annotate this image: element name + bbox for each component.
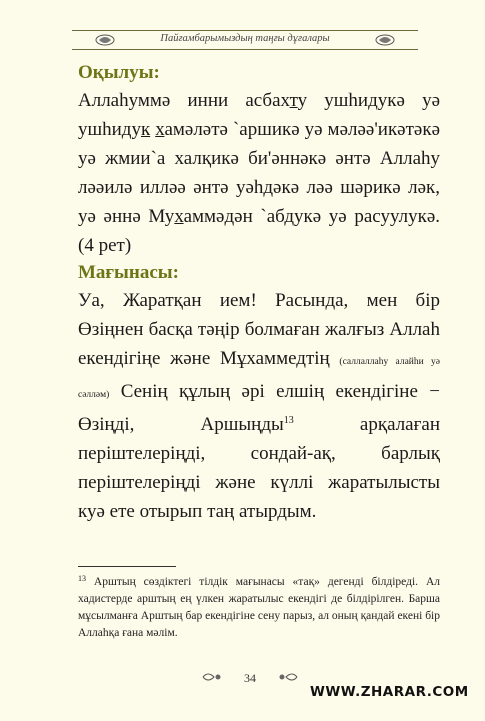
footnote-text: Арштың сөздіктегі тілдік мағынасы «тақ» дегенді білдіреді. Ал хадистерде арштың ең үлкен жаратылыс екендігі де білдірілген. Барша мұсылманға Арштың бар екендігіне сену парыз, ал оның қандай екені бір Аллаһқа ғана мәлім. (78, 576, 441, 639)
footnote-number: 13 (78, 574, 86, 583)
footnote-separator (78, 566, 176, 567)
page-ornament-right-icon (276, 671, 298, 683)
underlined-letter: х (155, 119, 165, 140)
text-run: амәләтә `аршикә уә мәләә'икәтәкә уә жмии`а халқикә би'әннәкә әнтә Аллаһу ләәилә илләә әнтә уәһдәкә ләә шәрикә ләк, уә әннә Му (78, 119, 441, 227)
running-header (60, 30, 430, 52)
transliteration-paragraph (78, 86, 440, 260)
page-footer (200, 669, 300, 685)
section-heading-reading: Оқылуы: (78, 62, 160, 83)
footnote-reference[interactable]: 13 (283, 415, 294, 426)
text-run: аммәдән `абдукә уә расуулукә. (4 рет) (78, 206, 441, 256)
header-ornament-right-icon (374, 33, 396, 47)
text-run: Уа, Жаратқан ием! Расында, мен бір Өзіңнен басқа тәңір болмаған жалғыз Аллаһ екендігіңе және Мұхаммедтің (78, 290, 440, 369)
underlined-letter: к (140, 119, 151, 140)
site-watermark: WWW.ZHARAR.COM (310, 684, 469, 700)
section-reading (78, 62, 440, 260)
footnote (78, 574, 440, 642)
text-run: арқалаған періштелеріңді, сондай-ақ, барлық періштелеріңді және күллі жаратылысты куә ете отырып таң атырдым. (78, 414, 441, 522)
header-rule-top (72, 30, 418, 31)
honorific-small: (саллаллаһу алайһи уә сәлләм) (78, 357, 441, 400)
header-rule-bottom (72, 49, 418, 50)
text-run: у ушһидукә уә ушһиду (78, 90, 440, 140)
page-ornament-left-icon (202, 671, 224, 683)
header-title: Пайғамбарымыздың таңғы дұғалары (160, 33, 330, 44)
page-number: 34 (244, 671, 256, 685)
section-meaning (78, 262, 440, 526)
underlined-letter: т (289, 90, 298, 111)
text-run: Сенің құлың әрі елшің екендігіне − Өзіңді, Аршыңды (78, 381, 440, 435)
meaning-paragraph (78, 286, 440, 526)
text-run: Аллаһуммә инни асбах (78, 90, 290, 111)
underlined-letter: х (174, 206, 184, 227)
section-heading-meaning: Мағынасы: (78, 262, 179, 283)
